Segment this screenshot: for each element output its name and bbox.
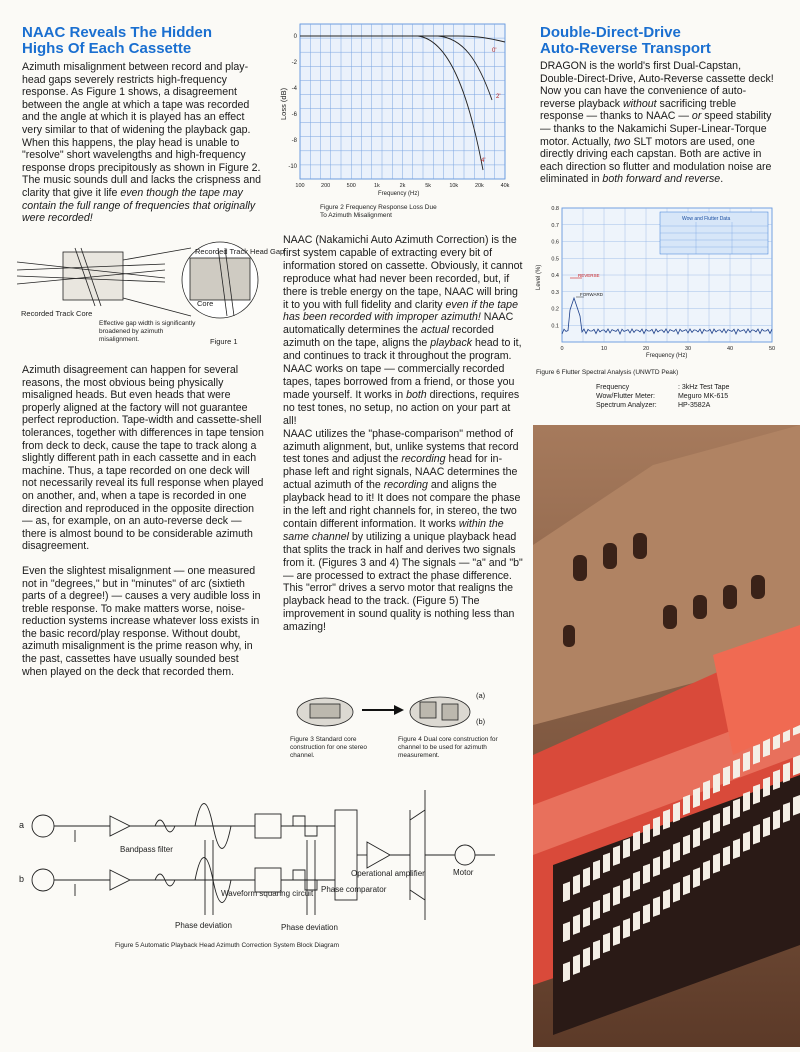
section-title-naac: NAAC Reveals The Hidden Highs Of Each Cassette	[22, 24, 213, 57]
harpsichord-key	[603, 853, 610, 874]
label-phase-deviation-2: Phase deviation	[281, 923, 338, 932]
label-effective-gap: Effective gap width is significantly broadened by azimuth misalignment.	[99, 320, 196, 343]
paragraph: NAAC utilizes the "phase-comparison" method of azimuth alignment, but, unlike systems that record test tones and adjust the recording head for in-phase left and right signals, NAAC determines the actual azimuth of the recording and aligns the playback head to it! It does not compare the phase in the left and right channels for, in stereo, the two contain different information. It works within the same channel by utilizing a unique playback head that splits the track in half and derives two signals from it. (Figures 3 and 4) The signals — "a" and "b" — are processed to extract the phase difference. This "error" drives a servo motor that realigns the playback head to the track. (Figure 5) The improvement in sound quality is nothing less than amazing!	[283, 427, 523, 634]
x-tick-label: 200	[321, 183, 331, 189]
figure-2	[278, 20, 513, 220]
harpsichord-key	[783, 802, 790, 823]
harpsichord-key	[563, 962, 570, 983]
label-recorded-track-core: Recorded Track Core	[21, 309, 93, 318]
figure-4-caption: Figure 4 Dual core construction for channel to be used for azimuth measurement.	[398, 736, 498, 759]
label-core: Core	[197, 299, 214, 308]
figures-3-4-diagram	[290, 688, 520, 734]
section-title-transport: Double-Direct-Drive Auto-Reverse Transport	[540, 24, 711, 57]
figure-6-specs	[596, 383, 776, 410]
y-tick-label: 0.6	[551, 239, 559, 246]
figure-6-ylabel: Level (%)	[536, 264, 542, 290]
label-motor: Motor	[453, 868, 474, 877]
figure-2-caption: Figure 2 Frequency Response Loss Due To Azimuth Misalignment	[320, 204, 437, 219]
figure-5-block-diagram	[15, 780, 530, 940]
label-recorded-track-head-gap: Recorded Track Head Gap	[195, 247, 285, 256]
harpsichord-key	[793, 795, 800, 816]
harpsichord-key	[713, 773, 720, 794]
y-tick-label: 0.3	[551, 289, 559, 296]
harpsichord-key	[683, 795, 690, 816]
harpsichord-key	[633, 871, 640, 892]
harpsichord-key	[583, 867, 590, 888]
harpsichord-key	[703, 780, 710, 801]
harpsichord-key	[733, 798, 740, 819]
harpsichord-key	[623, 878, 630, 899]
harpsichord-key	[663, 809, 670, 830]
label-bandpass-filter: Bandpass filter	[120, 845, 173, 854]
label-signal-a: a	[19, 820, 25, 830]
y-tick-label: 0.8	[551, 206, 559, 212]
y-tick-label: 0.4	[551, 273, 559, 279]
harpsichord-key	[693, 787, 700, 808]
harpsichord-key	[613, 845, 620, 866]
col1-body-bottom	[22, 364, 265, 690]
paragraph: Azimuth misalignment between record and play-head gaps severely restricts high-frequency response. As Figure 1 shows, a disagreement between the angle at which a tape was recorded and the angle at which it is played has an effect very similar to that of widening the playback gap. When this happens, the play head is unable to "resolve" short wavelengths and high-frequency response drops precipitously as shown in Figure 2. The music sounds dull and lacks the crispness and clarity that give it life even though the tape may contain the full range of frequencies that originally were recorded!	[22, 61, 262, 225]
harpsichord-key	[573, 914, 580, 935]
harpsichord-key	[643, 904, 650, 925]
harpsichord-key	[563, 882, 570, 903]
x-tick-label: 0	[560, 346, 564, 352]
harpsichord-key	[563, 922, 570, 943]
col1-body-top	[22, 61, 265, 225]
harpsichord-key	[643, 864, 650, 885]
x-tick-label: 2k	[399, 183, 406, 189]
figure-2-xlabel: Frequency (Hz)	[378, 191, 420, 197]
harpsichord-key	[773, 769, 780, 790]
harpsichord-key	[763, 817, 770, 838]
harpsichord-key	[633, 831, 640, 852]
harpsichord-key	[653, 856, 660, 877]
label-a: (a)	[476, 691, 486, 700]
figure-1	[15, 240, 285, 350]
harpsichord-key	[693, 827, 700, 848]
label-operational-amplifier: Operational amplifier	[351, 869, 425, 878]
figure-2-chart	[278, 20, 513, 195]
harpsichord-key	[783, 762, 790, 783]
x-tick-label: 10	[600, 346, 608, 352]
x-tick-label: 20	[642, 346, 650, 352]
figure-5	[15, 780, 530, 960]
harpsichord-key	[733, 758, 740, 779]
y-tick-label: -6	[291, 112, 297, 118]
harpsichord-key	[653, 816, 660, 837]
x-tick-label: 100	[295, 183, 305, 189]
curve-label: 2'	[496, 94, 501, 100]
figures-3-4	[290, 688, 520, 768]
harpsichord-key	[723, 806, 730, 827]
harpsichord-key	[653, 896, 660, 917]
paragraph: Even the slightest misalignment — one measured not in "degrees," but in "minutes" of arc (sixtieth parts of a degree!) — causes a very audible loss in treble response. To make matters worse, noise-reduction systems increase whatever loss exists in the basic record/play response. Without doubt, azimuth misalignment is the prime reason why, in the past, cassettes have usually sounded best when played on the deck that recorded them.	[22, 564, 261, 678]
photo-harpsichord	[533, 425, 800, 1047]
harpsichord-key	[753, 824, 760, 845]
col3-body	[540, 60, 780, 186]
harpsichord-key	[723, 766, 730, 787]
harpsichord-key	[743, 791, 750, 812]
figure-6-table-title: Wow and Flutter Data	[682, 216, 731, 222]
label-phase-comparator: Phase comparator	[321, 885, 387, 894]
harpsichord-key	[623, 918, 630, 939]
y-tick-label: -2	[291, 60, 297, 66]
spec-row: Spectrum Analyzer: HP-3582A	[596, 402, 711, 409]
harpsichord-key	[753, 744, 760, 765]
harpsichord-key	[583, 947, 590, 968]
harpsichord-key	[793, 755, 800, 776]
y-tick-label: 0.7	[551, 222, 559, 229]
harpsichord-key	[673, 802, 680, 823]
harpsichord-key	[763, 777, 770, 798]
harpsichord-key	[713, 853, 720, 874]
paragraph: NAAC (Nakamichi Auto Azimuth Correction) is the first system capable of extracting every bit of information stored on cassette. Obviously, it cannot reproduce what had never been recorded, but, if there is treble energy on the tape, NAAC will bring it to you with full fidelity and clarity even if the tape has been recorded with improper azimuth! NAAC automatically determines the actual recorded azimuth on the tape, aligns the playback head to it, and continues to track it throughout the program. NAAC works on tape — commercially recorded tapes, tapes borrowed from a friend, or those you made yourself. It works in both directions, requires no test tones, no setup, no action on your part at all!	[283, 234, 523, 427]
harpsichord-key	[623, 838, 630, 859]
harpsichord-key	[613, 885, 620, 906]
x-tick-label: 10k	[449, 183, 459, 189]
col1-title	[22, 25, 262, 57]
harpsichord-key	[613, 925, 620, 946]
harpsichord-key	[603, 933, 610, 954]
col2-body	[283, 234, 523, 634]
harpsichord-key	[683, 875, 690, 896]
x-tick-label: 50	[768, 346, 776, 352]
harpsichord-key	[743, 751, 750, 772]
harpsichord-key	[723, 846, 730, 867]
label-waveform-squaring: Waveform squaring circuit	[221, 889, 314, 898]
harpsichord-key	[703, 860, 710, 881]
figure-2-ylabel: Loss (dB)	[279, 87, 288, 120]
paragraph: DRAGON is the world's first Dual-Capstan, Double-Direct-Drive, Auto-Reverse cassette deck! Now you can have the convenience of auto-reverse playback without sacrificing treble response — thanks to NAAC — or speed stability — thanks to the Nakamichi Super-Linear-Torque motor. Actually, two SLT motors are used, one directly driving each capstan. Both are active in each direction so flutter and modulation noise are eliminated in both forward and reverse.	[540, 60, 774, 186]
harpsichord-key	[593, 940, 600, 961]
harpsichord-key	[773, 809, 780, 830]
figure-3-caption: Figure 3 Standard core construction for one stereo channel.	[290, 736, 367, 759]
harpsichord-key	[753, 784, 760, 805]
harpsichord-key	[643, 824, 650, 845]
harpsichord-key	[673, 842, 680, 863]
figure-5-caption: Figure 5 Automatic Playback Head Azimuth Correction System Block Diagram	[115, 942, 339, 949]
harpsichord-key	[683, 835, 690, 856]
harpsichord-key	[663, 849, 670, 870]
harpsichord-key	[693, 867, 700, 888]
harpsichord-key	[573, 954, 580, 975]
x-tick-label: 1k	[373, 183, 380, 189]
figure-6-chart	[532, 202, 782, 360]
spec-row: Frequency : 3kHz Test Tape	[596, 384, 730, 391]
harpsichord-key	[573, 874, 580, 895]
harpsichord-key	[583, 907, 590, 928]
figure-6-xlabel: Frequency (Hz)	[646, 353, 688, 359]
y-tick-label: 0	[293, 34, 297, 40]
label-signal-b: b	[19, 874, 25, 884]
harpsichord-key	[603, 893, 610, 914]
harpsichord-key	[713, 813, 720, 834]
label-b: (b)	[476, 717, 486, 726]
y-tick-label: -10	[288, 164, 297, 170]
x-tick-label: 30	[684, 346, 692, 352]
harpsichord-key	[703, 820, 710, 841]
label-forward: FORWARD	[580, 292, 603, 297]
y-tick-label: -8	[291, 138, 297, 144]
paragraph: Azimuth disagreement can happen for several reasons, the most obvious being physically misaligned heads. But even heads that were properly aligned at the factory will not guarantee perfect reproduction. Tape-width and cassette-shell tolerances, together with differences in tape tension from deck to deck, cause the tape to track along a slightly different path in each cassette and in each machine. Thus, a tape recorded on one deck will not necessarily reveal its full response when played on another, and, when a tape is recorded in one direction and reproduced in the opposite direction — as, for example, on an auto-reverse deck — there is almost bound to be considerable azimuth disagreement.	[22, 364, 264, 553]
curve-label: 4'	[481, 158, 486, 164]
curve-label: 0'	[492, 48, 497, 54]
y-tick-label: 0.2	[551, 306, 559, 313]
harpsichord-key	[663, 889, 670, 910]
y-tick-label: 0.1	[551, 323, 559, 330]
x-tick-label: 40k	[500, 183, 510, 189]
label-phase-deviation-1: Phase deviation	[175, 921, 232, 930]
figure-6-caption: Figure 6 Flutter Spectral Analysis (UNWTD Peak)	[536, 369, 679, 376]
harpsichord-key	[633, 911, 640, 932]
figure-6	[532, 202, 782, 417]
figure-1-caption: Figure 1	[210, 337, 238, 346]
photo-illustration	[533, 425, 800, 1047]
spec-row: Wow/Flutter Meter: Meguro MK-615	[596, 393, 729, 400]
x-tick-label: 20k	[474, 183, 484, 189]
harpsichord-key	[593, 900, 600, 921]
harpsichord-key	[733, 838, 740, 859]
label-reverse: REVERSE	[578, 273, 600, 278]
harpsichord-key	[673, 882, 680, 903]
harpsichord-key	[743, 831, 750, 852]
col3-title	[540, 25, 780, 57]
x-tick-label: 5k	[425, 183, 432, 189]
x-tick-label: 500	[346, 183, 356, 189]
x-tick-label: 40	[726, 346, 734, 352]
y-tick-label: -4	[291, 86, 297, 92]
harpsichord-key	[593, 860, 600, 881]
y-tick-label: 0.5	[551, 256, 559, 263]
